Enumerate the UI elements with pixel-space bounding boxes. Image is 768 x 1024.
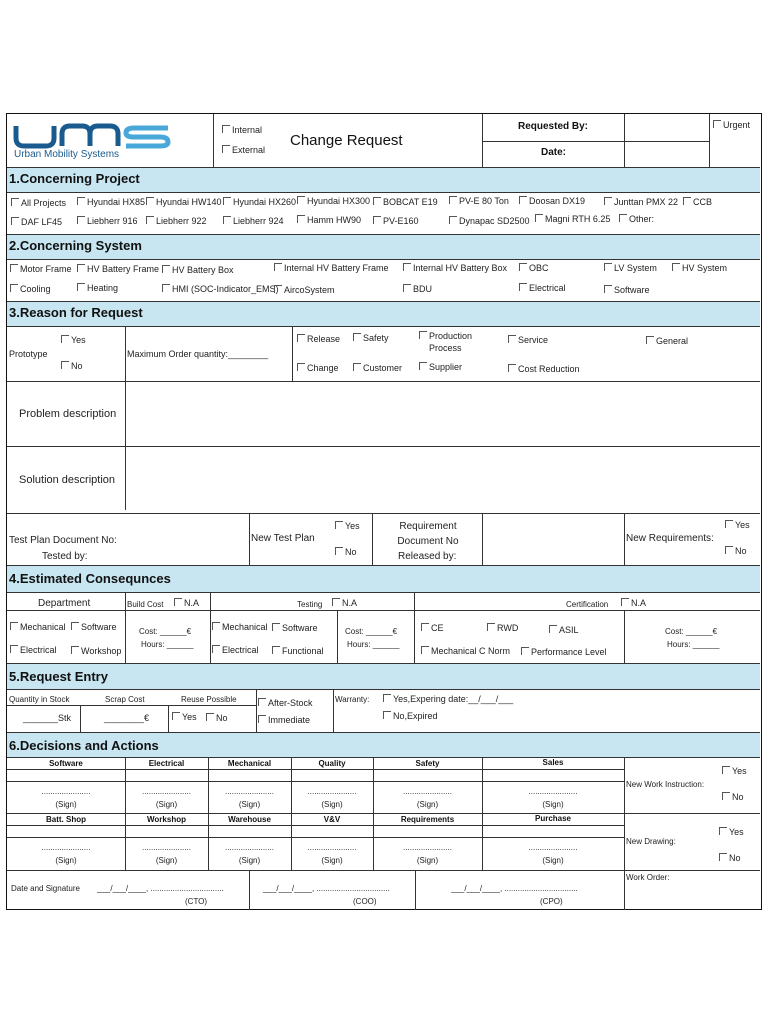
system-label: LV System	[614, 263, 657, 273]
warranty-yes-checkbox[interactable]	[383, 694, 513, 705]
section-5-title: 5.Request Entry	[9, 669, 108, 684]
change-checkbox[interactable]	[297, 363, 339, 374]
project-label: Other:	[629, 214, 655, 224]
sign-line: ......................	[307, 843, 357, 852]
project-label: Hyundai HX85	[87, 197, 146, 207]
project-checkbox[interactable]	[619, 214, 654, 225]
warranty-label: Warranty:	[335, 695, 370, 704]
signature-field[interactable]	[291, 787, 373, 813]
project-label: BOBCAT E19	[383, 197, 438, 207]
new-test-plan-label: New Test Plan	[251, 533, 315, 544]
date-and-signature-label: Date and Signature	[11, 884, 80, 893]
general-checkbox[interactable]	[646, 336, 688, 347]
system-checkbox[interactable]	[274, 263, 389, 274]
sign-label: (Sign)	[155, 856, 178, 865]
dept-electrical-checkbox[interactable]	[10, 645, 57, 656]
signature-field[interactable]	[7, 843, 125, 869]
sign-line: ......................	[403, 787, 452, 796]
project-label: Liebherr 922	[156, 216, 207, 226]
sign-line: ......................	[142, 787, 191, 796]
mech-c-norm-label: Mechanical C Norm	[431, 646, 511, 656]
section-concerning-system	[7, 234, 760, 260]
rwd-label: RWD	[497, 623, 519, 633]
drawing-no-checkbox[interactable]	[719, 853, 741, 864]
project-label: Hamm HW90	[307, 215, 362, 225]
system-label: Motor Frame	[20, 264, 72, 274]
project-checkbox[interactable]	[297, 196, 370, 207]
system-label: HMI (SOC-Indicator_EMS)	[172, 284, 279, 294]
sign-line: ......................	[41, 787, 91, 796]
coo-label: (COO)	[353, 897, 377, 906]
test-plan-document-field[interactable]	[127, 514, 249, 549]
section-6-title: 6.Decisions and Actions	[9, 738, 159, 753]
change-request-form	[6, 113, 762, 910]
no-label: No	[729, 853, 741, 863]
released-by-label: Released by:	[398, 551, 457, 562]
system-checkbox[interactable]	[403, 284, 432, 295]
release-checkbox[interactable]	[297, 334, 340, 345]
external-checkbox[interactable]	[222, 145, 265, 156]
reuse-no-checkbox[interactable]	[206, 713, 228, 724]
system-checkbox[interactable]	[77, 264, 159, 275]
internal-checkbox[interactable]	[222, 125, 262, 136]
external-label: External	[232, 145, 266, 155]
certification-label: Certification	[566, 600, 609, 609]
production-label: Production	[429, 331, 473, 341]
project-label: Liebherr 924	[233, 216, 284, 226]
system-checkbox[interactable]	[604, 263, 657, 274]
system-label: Heating	[87, 283, 119, 293]
functional-label: Functional	[282, 646, 324, 656]
performance-label: Performance Level	[531, 647, 607, 657]
document-no-text: Document No	[397, 536, 459, 547]
testing-cost-field[interactable]: Cost: ______€	[345, 627, 398, 636]
yes-label: Yes	[732, 766, 747, 776]
company-logo	[12, 122, 172, 160]
project-label: Hyundai HX300	[307, 196, 371, 206]
dept-header: Software	[49, 759, 83, 768]
testing-hours-field[interactable]: Hours: ______	[347, 640, 400, 649]
project-checkbox[interactable]	[297, 215, 361, 226]
requirement-doc-label	[373, 519, 483, 549]
project-checkbox[interactable]	[77, 197, 145, 208]
project-label: Hyundai HW140	[156, 197, 222, 207]
testing-electrical-checkbox[interactable]	[212, 645, 259, 656]
system-label: BDU	[413, 284, 433, 294]
after-stock-checkbox[interactable]	[258, 698, 313, 709]
system-label: HV System	[682, 263, 728, 273]
system-checkbox[interactable]	[10, 264, 72, 275]
customer-label: Customer	[363, 363, 403, 373]
project-checkbox[interactable]	[519, 196, 585, 207]
work-order-label: Work Order:	[626, 873, 670, 882]
sign-line: ......................	[225, 843, 274, 852]
sign-label: (Sign)	[238, 856, 261, 865]
section-request-entry	[7, 663, 760, 690]
new-test-plan-no-checkbox[interactable]	[335, 547, 357, 558]
project-label: All Projects	[21, 198, 67, 208]
project-label: CCB	[693, 197, 713, 207]
yes-label: Yes	[735, 520, 750, 530]
electrical-label: Electrical	[20, 645, 57, 655]
production-process-checkbox[interactable]	[419, 330, 472, 354]
sign-label: (Sign)	[238, 800, 261, 809]
department-label: Department	[38, 598, 91, 609]
project-label: DAF LF45	[21, 217, 63, 227]
change-label: Change	[307, 363, 339, 373]
warranty-no-label: No,Expired	[393, 711, 438, 721]
dept-header: Electrical	[148, 759, 185, 768]
sign-label: (Sign)	[55, 856, 77, 865]
mechanical-label: Mechanical	[20, 622, 66, 632]
signature-field[interactable]	[7, 787, 125, 813]
project-checkbox[interactable]	[223, 216, 284, 227]
yes-label: Yes	[71, 335, 86, 345]
system-checkbox[interactable]	[519, 263, 549, 274]
signature-field[interactable]	[208, 843, 291, 869]
section-decisions-actions	[7, 732, 760, 758]
system-checkbox[interactable]	[274, 285, 335, 296]
sign-label: (Sign)	[542, 856, 564, 865]
rwd-checkbox[interactable]	[487, 623, 518, 634]
testing-functional-checkbox[interactable]	[272, 646, 324, 657]
coo-signature-field[interactable]: ___/___/____, .................................	[263, 884, 390, 893]
sign-line: ......................	[307, 787, 357, 796]
system-checkbox[interactable]	[403, 263, 507, 274]
test-plan-document-label: Test Plan Document No:	[9, 535, 117, 546]
stock-quantity-field[interactable]: _______Stk	[23, 713, 72, 723]
problem-description-label: Problem description	[19, 408, 117, 420]
logo-text: Urban Mobility Systems	[14, 149, 120, 160]
system-checkbox[interactable]	[672, 263, 727, 274]
yes-label: Yes	[345, 521, 360, 531]
build-cost-label: Build Cost	[127, 600, 164, 609]
dept-header: Mechanical	[227, 759, 272, 768]
reuse-yes-checkbox[interactable]	[172, 712, 197, 723]
signature-field[interactable]	[125, 787, 208, 813]
release-label: Release	[307, 334, 341, 344]
signature-field[interactable]	[373, 843, 482, 869]
sign-label: (Sign)	[416, 800, 439, 809]
cto-label: (CTO)	[185, 897, 208, 906]
new-drawing-label: New Drawing:	[626, 837, 676, 846]
signature-field[interactable]	[373, 787, 482, 813]
yes-label: Yes	[729, 827, 744, 837]
dept-header: Batt. Shop	[46, 815, 86, 824]
drawing-yes-checkbox[interactable]	[719, 827, 744, 838]
project-checkbox[interactable]	[146, 216, 207, 227]
project-label: Dynapac SD2500	[459, 216, 530, 226]
build-cost-na-checkbox[interactable]	[174, 598, 199, 609]
work-instruction-yes-checkbox[interactable]	[722, 766, 747, 777]
process-label: Process	[429, 343, 462, 353]
customer-checkbox[interactable]	[353, 363, 402, 374]
testing-mechanical-checkbox[interactable]	[212, 622, 268, 633]
cto-signature-field[interactable]: ___/___/____, .................................	[97, 884, 224, 893]
system-label: HV Battery Frame	[87, 264, 160, 274]
sign-line: ......................	[142, 843, 191, 852]
solution-description-label: Solution description	[19, 474, 116, 486]
no-label: No	[345, 547, 357, 557]
project-checkbox[interactable]	[683, 197, 712, 208]
work-instruction-no-checkbox[interactable]	[722, 792, 744, 803]
safety-checkbox[interactable]	[353, 333, 389, 344]
dept-header: Warehouse	[228, 815, 271, 824]
system-checkbox[interactable]	[162, 265, 234, 276]
form-title: Change Request	[290, 132, 403, 149]
project-checkbox[interactable]	[11, 217, 62, 228]
asil-checkbox[interactable]	[549, 625, 579, 636]
system-checkbox[interactable]	[162, 284, 279, 295]
testing-software-checkbox[interactable]	[272, 623, 318, 634]
prototype-yes-checkbox[interactable]	[61, 335, 86, 346]
dept-header: Requirements	[400, 815, 455, 824]
no-label: No	[71, 361, 83, 371]
na-label: N.A	[184, 598, 200, 608]
certification-cost-field[interactable]: Cost: ______€	[665, 627, 718, 636]
sign-line: ......................	[225, 787, 274, 796]
urgent-label: Urgent	[723, 120, 751, 130]
service-label: Service	[518, 335, 549, 345]
dept-mechanical-checkbox[interactable]	[10, 622, 66, 633]
safety-label: Safety	[363, 333, 389, 343]
scrap-cost-field[interactable]: ________€	[104, 713, 150, 723]
problem-description-field[interactable]	[126, 382, 760, 446]
software-label: Software	[282, 623, 318, 633]
urgent-checkbox[interactable]	[713, 120, 750, 131]
dept-header: Sales	[542, 758, 564, 767]
sign-line: ......................	[528, 787, 578, 796]
general-label: General	[656, 336, 689, 346]
system-checkbox[interactable]	[519, 283, 566, 294]
dept-header: Workshop	[147, 815, 186, 824]
section-concerning-project	[7, 167, 760, 193]
project-label: Junttan PMX 22	[614, 197, 679, 207]
sign-label: (Sign)	[321, 800, 343, 809]
project-label: PV-E160	[383, 216, 419, 226]
date-label: Date:	[541, 147, 567, 158]
dept-header: Purchase	[534, 814, 572, 823]
system-label: OBC	[529, 263, 549, 273]
supplier-checkbox[interactable]	[419, 362, 462, 373]
requirement-doc-field[interactable]	[483, 514, 624, 564]
sign-label: (Sign)	[542, 800, 564, 809]
system-checkbox[interactable]	[77, 283, 118, 294]
ums-logo-icon	[12, 122, 172, 150]
new-requirements-yes-checkbox[interactable]	[725, 520, 750, 531]
tested-by-label: Tested by:	[42, 551, 88, 562]
project-checkbox[interactable]	[449, 196, 509, 207]
signature-field[interactable]	[291, 843, 373, 869]
project-checkbox[interactable]	[223, 197, 296, 208]
system-label: Software	[614, 285, 650, 295]
signature-field[interactable]	[482, 787, 624, 813]
cpo-label: (CPO)	[540, 897, 563, 906]
performance-level-checkbox[interactable]	[521, 647, 607, 658]
project-label: Liebherr 916	[87, 216, 138, 226]
system-checkbox[interactable]	[10, 284, 51, 295]
signature-field[interactable]	[482, 843, 624, 869]
dept-header: Quality	[318, 759, 346, 768]
mechanical-label: Mechanical	[222, 622, 268, 632]
system-label: Internal HV Battery Frame	[284, 263, 389, 273]
new-test-plan-yes-checkbox[interactable]	[335, 521, 360, 532]
max-order-quantity-field[interactable]: Maximum Order quantity:________	[127, 349, 269, 359]
yes-label: Yes	[182, 712, 197, 722]
system-checkbox[interactable]	[604, 285, 650, 296]
project-label: Hyundai HX260	[233, 197, 297, 207]
new-requirements-label: New Requirements:	[626, 533, 714, 544]
section-3-title: 3.Reason for Request	[9, 305, 143, 320]
section-1-title: 1.Concerning Project	[9, 171, 140, 186]
ce-checkbox[interactable]	[421, 623, 444, 634]
internal-label: Internal	[232, 125, 263, 135]
prototype-no-checkbox[interactable]	[61, 361, 83, 372]
sign-label: (Sign)	[321, 856, 343, 865]
software-label: Software	[81, 622, 117, 632]
service-checkbox[interactable]	[508, 335, 548, 346]
project-checkbox[interactable]	[373, 216, 419, 227]
prototype-label: Prototype	[9, 349, 48, 359]
project-checkbox[interactable]	[373, 197, 438, 208]
sign-label: (Sign)	[55, 800, 77, 809]
sign-line: ......................	[41, 843, 91, 852]
certification-hours-field[interactable]: Hours: ______	[667, 640, 720, 649]
no-label: No	[735, 546, 747, 556]
workshop-label: Workshop	[81, 646, 122, 656]
certification-na-checkbox[interactable]	[621, 598, 646, 609]
section-estimated-consequences	[7, 565, 760, 593]
quantity-in-stock-label: Quantity in Stock	[9, 695, 70, 704]
project-checkbox[interactable]	[604, 197, 678, 208]
requested-by-field[interactable]	[625, 114, 709, 141]
sign-label: (Sign)	[416, 856, 439, 865]
warranty-no-checkbox[interactable]	[383, 711, 438, 722]
dept-workshop-checkbox[interactable]	[71, 646, 121, 657]
dept-header: V&V	[323, 815, 341, 824]
dept-header: Safety	[415, 759, 440, 768]
no-label: No	[732, 792, 744, 802]
section-2-title: 2.Concerning System	[9, 238, 142, 253]
project-checkbox[interactable]	[535, 214, 610, 225]
solution-description-field[interactable]	[126, 447, 760, 513]
sign-label: (Sign)	[155, 800, 178, 809]
project-checkbox[interactable]	[11, 198, 66, 209]
testing-label: Testing	[297, 600, 323, 609]
asil-label: ASIL	[559, 625, 579, 635]
signature-field[interactable]	[125, 843, 208, 869]
dept-software-checkbox[interactable]	[71, 622, 117, 633]
system-label: Internal HV Battery Box	[413, 263, 508, 273]
sign-line: ......................	[528, 843, 578, 852]
scrap-cost-label: Scrap Cost	[105, 695, 145, 704]
testing-na-checkbox[interactable]	[332, 598, 357, 609]
after-stock-label: After-Stock	[268, 698, 313, 708]
section-4-title: 4.Estimated Consequnces	[9, 571, 171, 586]
project-label: PV-E 80 Ton	[459, 196, 509, 206]
electrical-label: Electrical	[222, 645, 259, 655]
immediate-checkbox[interactable]	[258, 715, 310, 726]
warranty-yes-label: Yes,Expering date:__/___/___	[393, 694, 514, 704]
project-checkbox[interactable]	[449, 216, 530, 227]
cpo-signature-field[interactable]: ___/___/____, .................................	[451, 884, 578, 893]
system-label: AircoSystem	[284, 285, 335, 295]
new-requirements-no-checkbox[interactable]	[725, 546, 747, 557]
mech-c-norm-checkbox[interactable]	[421, 646, 510, 657]
no-label: No	[216, 713, 228, 723]
na-label: N.A	[342, 598, 358, 608]
reuse-possible-label: Reuse Possible	[181, 695, 237, 704]
project-checkbox[interactable]	[77, 216, 138, 227]
new-work-instruction-label: New Work Instruction:	[626, 780, 705, 789]
sign-line: ......................	[403, 843, 452, 852]
system-label: HV Battery Box	[172, 265, 234, 275]
system-label: Electrical	[529, 283, 566, 293]
project-label: Doosan DX19	[529, 196, 586, 206]
system-label: Cooling	[20, 284, 51, 294]
project-label: Magni RTH 6.25	[545, 214, 611, 224]
supplier-label: Supplier	[429, 362, 463, 372]
ce-label: CE	[431, 623, 444, 633]
cost-reduction-label: Cost Reduction	[518, 364, 580, 374]
build-hours-field[interactable]: Hours: ______	[141, 640, 194, 649]
project-checkbox[interactable]	[146, 197, 222, 208]
signature-field[interactable]	[208, 787, 291, 813]
requested-by-label: Requested By:	[518, 121, 589, 132]
build-cost-field[interactable]: Cost: ______€	[139, 627, 192, 636]
na-label: N.A	[631, 598, 647, 608]
immediate-label: Immediate	[268, 715, 311, 725]
date-field[interactable]	[625, 142, 709, 167]
section-reason-for-request	[7, 301, 760, 327]
cost-reduction-checkbox[interactable]	[508, 364, 580, 375]
requirement-text: Requirement	[399, 521, 457, 532]
